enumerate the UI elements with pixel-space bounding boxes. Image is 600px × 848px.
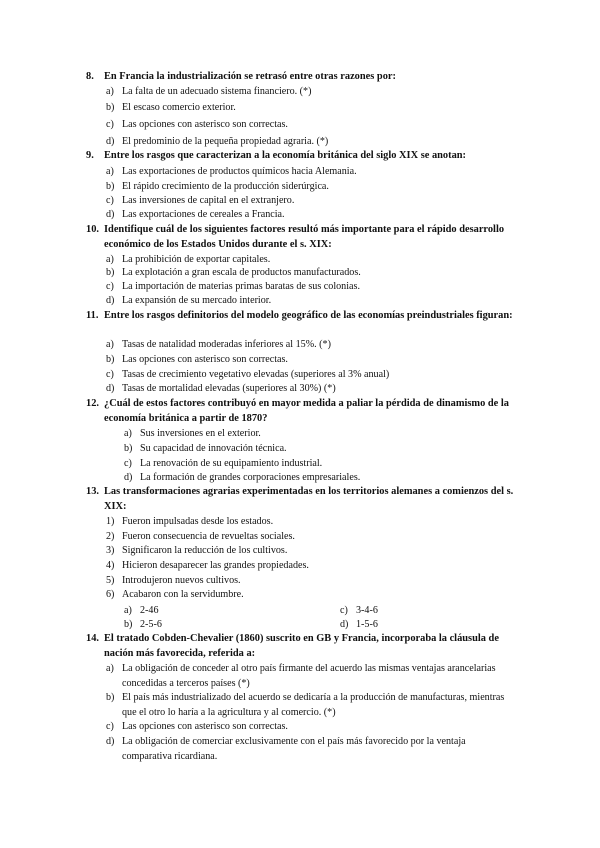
question-text: Las transformaciones agrarias experimentadas en los territorios alemanes a comienzos del s. XIX: [104, 486, 514, 512]
option-label: d) [106, 383, 115, 394]
option-text: 2-46 [140, 605, 159, 616]
option-text: La obligación de conceder al otro país firmante del acuerdo las mismas ventajas arancelarias concedidas a terceros países (*) [122, 663, 496, 689]
option-label: d) [340, 619, 349, 630]
option-13a [124, 603, 244, 618]
option-text: La formación de grandes corporaciones empresariales. [140, 472, 361, 483]
question-text: Entre los rasgos definitorios del modelo geográfico de las economías preindustriales figuran: [104, 310, 513, 321]
option-8c [106, 117, 516, 132]
option-text: Las opciones con asterisco son correctas. [122, 119, 288, 130]
option-label: d) [124, 472, 133, 483]
option-label: a) [106, 86, 114, 97]
statement-label: 6) [106, 589, 115, 600]
option-label: b) [106, 102, 115, 113]
option-label: b) [124, 619, 133, 630]
question-8 [86, 69, 526, 84]
option-9c [106, 193, 516, 208]
option-11a [106, 337, 516, 352]
option-12b [124, 441, 534, 456]
question-number: 9. [86, 150, 94, 161]
statement-label: 1) [106, 516, 115, 527]
statement-13-1 [106, 514, 516, 529]
option-label: b) [124, 443, 133, 454]
question-number: 13. [86, 486, 99, 497]
option-10c [106, 279, 516, 294]
option-text: La importación de materias primas baratas de sus colonias. [122, 281, 360, 292]
option-14d [106, 734, 516, 764]
option-10d [106, 293, 516, 308]
statement-label: 2) [106, 531, 115, 542]
option-label: a) [124, 428, 132, 439]
question-11 [86, 308, 526, 323]
option-text: El escaso comercio exterior. [122, 102, 236, 113]
option-label: a) [106, 663, 114, 674]
option-12d [124, 470, 534, 485]
option-text: La prohibición de exportar capitales. [122, 254, 271, 265]
option-label: a) [106, 339, 114, 350]
question-12 [86, 396, 526, 426]
option-text: Tasas de natalidad moderadas inferiores al 15%. (*) [122, 339, 331, 350]
statement-label: 3) [106, 545, 115, 556]
option-8b [106, 100, 516, 115]
statement-text: Fueron impulsadas desde los estados. [122, 516, 274, 527]
question-13 [86, 484, 526, 514]
option-label: a) [124, 605, 132, 616]
option-text: La falta de un adecuado sistema financiero. (*) [122, 86, 312, 97]
option-text: La renovación de su equipamiento industrial. [140, 458, 323, 469]
option-text: Las inversiones de capital en el extranjero. [122, 195, 295, 206]
option-label: c) [106, 369, 114, 380]
option-11d [106, 381, 516, 396]
statement-13-2 [106, 529, 516, 544]
option-label: c) [106, 119, 114, 130]
option-14a [106, 661, 516, 691]
question-text: Entre los rasgos que caracterizan a la economía británica del siglo XIX se anotan: [104, 150, 467, 161]
question-text: El tratado Cobden-Chevalier (1860) suscrito en GB y Francia, incorporaba la cláusula de nación más favorecida, referida a: [104, 633, 499, 659]
question-number: 8. [86, 71, 94, 82]
option-label: b) [106, 181, 115, 192]
option-text: 2-5-6 [140, 619, 162, 630]
option-label: a) [106, 254, 114, 265]
option-label: d) [106, 295, 115, 306]
question-number: 14. [86, 633, 99, 644]
option-label: d) [106, 736, 115, 747]
option-11c [106, 367, 516, 382]
option-text: Su capacidad de innovación técnica. [140, 443, 287, 454]
option-label: c) [124, 458, 132, 469]
option-10b [106, 265, 516, 280]
option-label: c) [106, 195, 114, 206]
option-text: Las exportaciones de productos químicos hacia Alemania. [122, 166, 357, 177]
option-8d [106, 134, 516, 149]
option-text: El rápido crecimiento de la producción siderúrgica. [122, 181, 329, 192]
question-10 [86, 222, 526, 252]
option-text: El predominio de la pequeña propiedad agraria. (*) [122, 136, 329, 147]
option-13c [340, 603, 460, 618]
option-14b [106, 690, 516, 720]
option-label: b) [106, 267, 115, 278]
option-label: d) [106, 136, 115, 147]
option-label: b) [106, 692, 115, 703]
option-13d [340, 617, 460, 632]
question-text: En Francia la industrialización se retrasó entre otras razones por: [104, 71, 396, 82]
option-text: La expansión de su mercado interior. [122, 295, 272, 306]
option-text: Las exportaciones de cereales a Francia. [122, 209, 285, 220]
option-text: 3-4-6 [356, 605, 378, 616]
statement-13-5 [106, 573, 516, 588]
option-8a [106, 84, 516, 99]
statement-text: Fueron consecuencia de revueltas sociales. [122, 531, 295, 542]
statement-text: Acabaron con la servidumbre. [122, 589, 244, 600]
option-12c [124, 456, 534, 471]
statement-text: Introdujeron nuevos cultivos. [122, 575, 241, 586]
question-14 [86, 631, 526, 661]
option-label: d) [106, 209, 115, 220]
question-text: ¿Cuál de estos factores contribuyó en mayor medida a paliar la pérdida de dinamismo de la economía británica a partir de 1870? [104, 398, 509, 424]
statement-13-3 [106, 543, 516, 558]
question-number: 12. [86, 398, 99, 409]
question-9 [86, 148, 526, 163]
option-text: Las opciones con asterisco son correctas. [122, 354, 288, 365]
option-label: a) [106, 166, 114, 177]
question-number: 10. [86, 224, 99, 235]
option-text: El país más industrializado del acuerdo se dedicaría a la producción de manufacturas, mientras que el otro lo haría a la agricultura y al comercio. (*) [122, 692, 505, 718]
statement-label: 5) [106, 575, 115, 586]
option-label: b) [106, 354, 115, 365]
option-text: Tasas de crecimiento vegetativo elevadas (superiores al 3% anual) [122, 369, 390, 380]
option-11b [106, 352, 516, 367]
option-14c [106, 719, 516, 734]
option-text: La explotación a gran escala de productos manufacturados. [122, 267, 361, 278]
statement-13-4 [106, 558, 516, 573]
option-text: La obligación de comerciar exclusivamente con el país más favorecido por la ventaja comparativa ricardiana. [122, 736, 466, 762]
statement-13-6 [106, 587, 516, 602]
option-text: Las opciones con asterisco son correctas. [122, 721, 288, 732]
statement-text: Significaron la reducción de los cultivos. [122, 545, 288, 556]
option-text: Sus inversiones en el exterior. [140, 428, 261, 439]
question-text: Identifique cuál de los siguientes factores resultó más importante para el rápido desarrollo económico de los Estados Unidos durante el s. XIX: [104, 224, 505, 250]
statement-label: 4) [106, 560, 115, 571]
option-label: c) [106, 721, 114, 732]
statement-text: Hicieron desaparecer las grandes propiedades. [122, 560, 309, 571]
option-12a [124, 426, 534, 441]
option-label: c) [340, 605, 348, 616]
question-number: 11. [86, 310, 99, 321]
option-13b [124, 617, 244, 632]
option-9b [106, 179, 516, 194]
option-text: 1-5-6 [356, 619, 378, 630]
option-text: Tasas de mortalidad elevadas (superiores al 30%) (*) [122, 383, 336, 394]
option-9d [106, 207, 516, 222]
option-label: c) [106, 281, 114, 292]
option-9a [106, 164, 516, 179]
